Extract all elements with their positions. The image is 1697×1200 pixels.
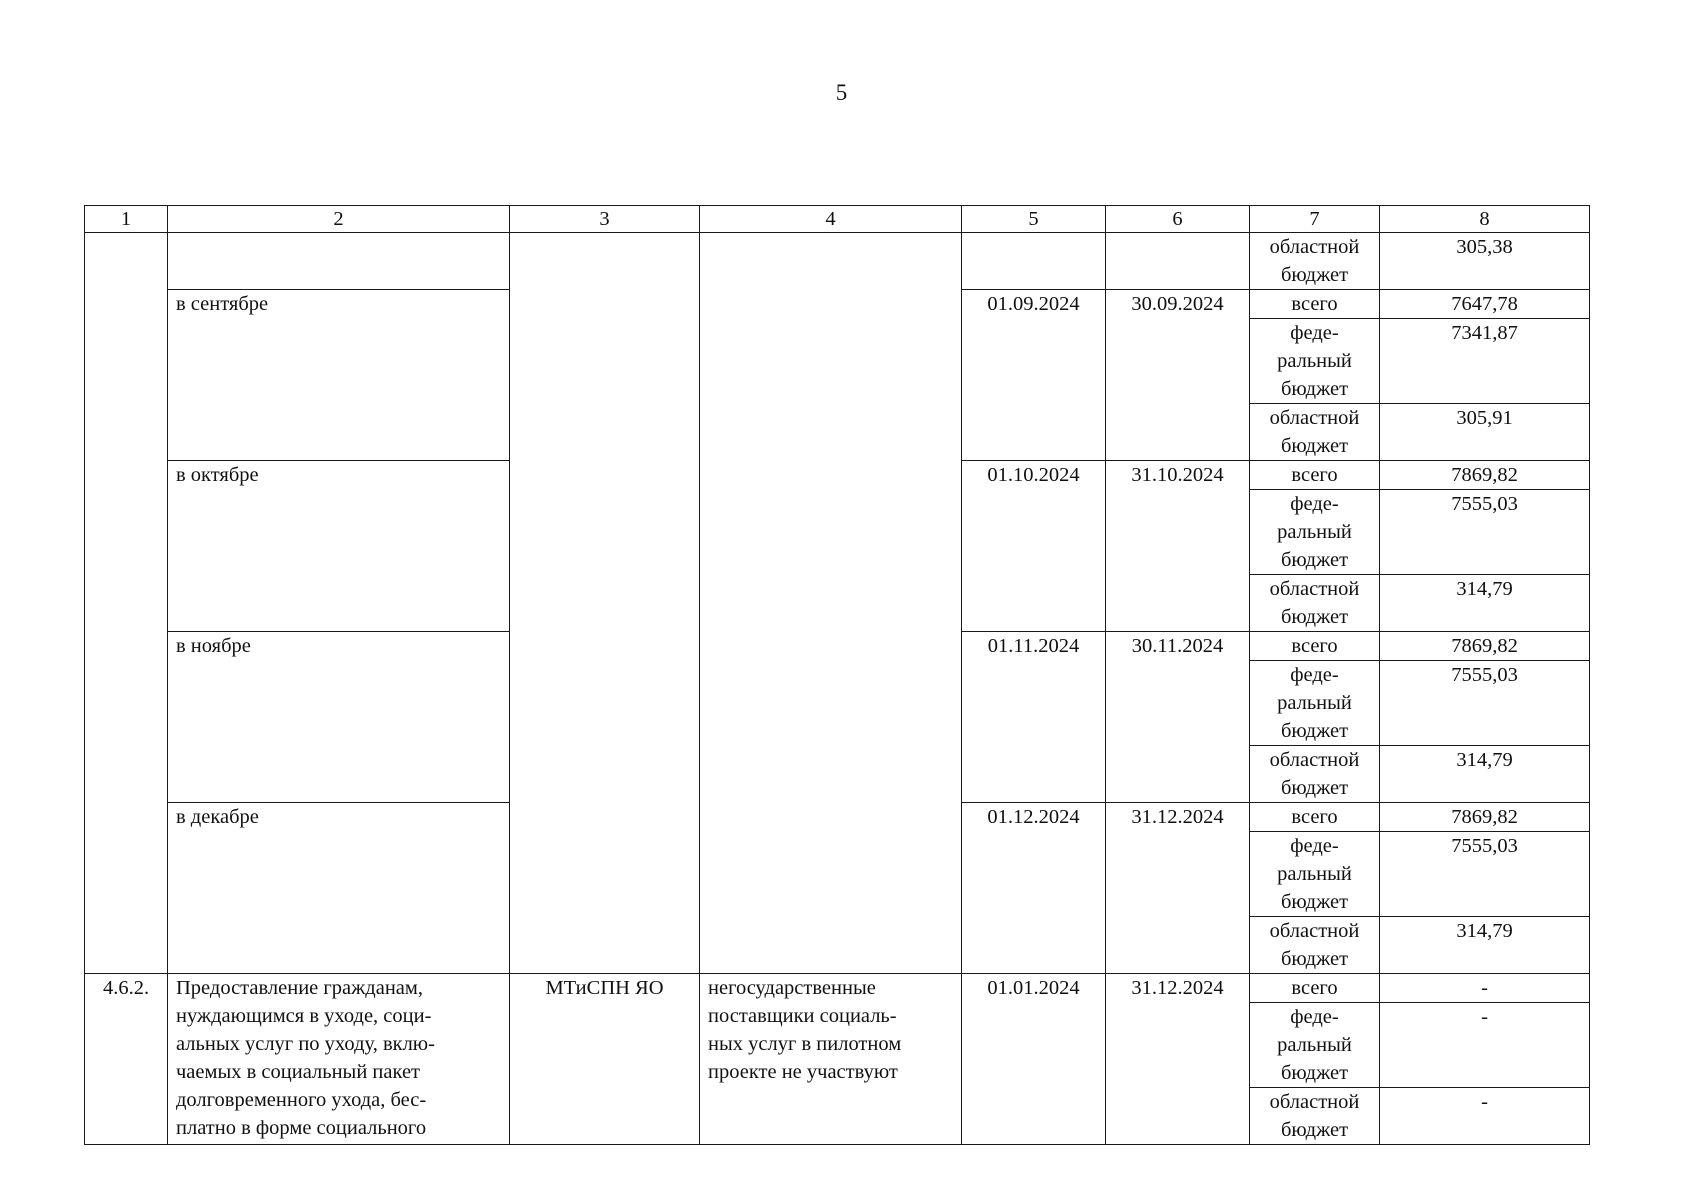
month-label: в октябре: [168, 461, 510, 632]
end-date: 30.09.2024: [1106, 290, 1250, 461]
carryover-regional-label: областной бюджет: [1250, 233, 1380, 290]
regional-value: 305,91: [1380, 404, 1590, 461]
month-label: в декабре: [168, 803, 510, 974]
header-cell-3: 3: [510, 206, 700, 233]
regional-label: областной бюджет: [1250, 575, 1380, 632]
table-body: [85, 206, 1590, 1145]
total-value: 7869,82: [1380, 632, 1590, 661]
header-cell-1: 1: [85, 206, 168, 233]
regional-value: 314,79: [1380, 917, 1590, 974]
regional-label: областной бюджет: [1250, 404, 1380, 461]
item-index: 4.6.2.: [85, 974, 168, 1145]
end-date: 31.12.2024: [1106, 803, 1250, 974]
total-label: всего: [1250, 632, 1380, 661]
header-cell-7: 7: [1250, 206, 1380, 233]
header-cell-4: 4: [700, 206, 962, 233]
header-row: [85, 206, 1590, 233]
federal-label: феде- ральный бюджет: [1250, 319, 1380, 404]
start-date: 01.09.2024: [962, 290, 1106, 461]
header-cell-5: 5: [962, 206, 1106, 233]
total-value: 7647,78: [1380, 290, 1590, 319]
item-462-total-row: [85, 974, 1590, 1003]
month-label: в сентябре: [168, 290, 510, 461]
regional-label: областной бюджет: [1250, 746, 1380, 803]
item-description: Предоставление гражданам, нуждающимся в уходе, соци- альных услуг по уходу, вклю- чаемых в социальный пакет долговременного ухода, бес- платно в форме социального: [168, 974, 510, 1145]
funding-table: [84, 205, 1590, 1145]
start-date: 01.12.2024: [962, 803, 1106, 974]
carryover-end-cell: [1106, 233, 1250, 290]
item-total-value: -: [1380, 974, 1590, 1003]
executor-cell-empty: [510, 233, 700, 974]
header-cell-2: 2: [168, 206, 510, 233]
participants-cell-empty: [700, 233, 962, 974]
total-label: всего: [1250, 290, 1380, 319]
carryover-row: [85, 233, 1590, 290]
item-end-date: 31.12.2024: [1106, 974, 1250, 1145]
federal-value: 7555,03: [1380, 832, 1590, 917]
federal-label: феде- ральный бюджет: [1250, 490, 1380, 575]
item-federal-value: -: [1380, 1003, 1590, 1088]
page-number: 5: [835, 80, 848, 105]
item-start-date: 01.01.2024: [962, 974, 1106, 1145]
item-regional-value: -: [1380, 1088, 1590, 1145]
federal-label: феде- ральный бюджет: [1250, 661, 1380, 746]
total-label: всего: [1250, 974, 1380, 1003]
regional-value: 314,79: [1380, 575, 1590, 632]
federal-value: 7341,87: [1380, 319, 1590, 404]
month-label: в ноябре: [168, 632, 510, 803]
carryover-label-cell: [168, 233, 510, 290]
end-date: 30.11.2024: [1106, 632, 1250, 803]
total-label: всего: [1250, 803, 1380, 832]
total-label: всего: [1250, 461, 1380, 490]
carryover-start-cell: [962, 233, 1106, 290]
start-date: 01.11.2024: [962, 632, 1106, 803]
start-date: 01.10.2024: [962, 461, 1106, 632]
regional-value: 314,79: [1380, 746, 1590, 803]
header-cell-6: 6: [1106, 206, 1250, 233]
end-date: 31.10.2024: [1106, 461, 1250, 632]
item-participants: негосударственные поставщики социаль- ных услуг в пилотном проекте не участвуют: [700, 974, 962, 1145]
federal-value: 7555,03: [1380, 661, 1590, 746]
carryover-regional-value: 305,38: [1380, 233, 1590, 290]
federal-label: феде- ральный бюджет: [1250, 1003, 1380, 1088]
index-cell-empty: [85, 233, 168, 974]
item-executor: МТиСПН ЯО: [510, 974, 700, 1145]
federal-value: 7555,03: [1380, 490, 1590, 575]
regional-label: областной бюджет: [1250, 917, 1380, 974]
federal-label: феде- ральный бюджет: [1250, 832, 1380, 917]
total-value: 7869,82: [1380, 803, 1590, 832]
header-cell-8: 8: [1380, 206, 1590, 233]
total-value: 7869,82: [1380, 461, 1590, 490]
regional-label: областной бюджет: [1250, 1088, 1380, 1145]
